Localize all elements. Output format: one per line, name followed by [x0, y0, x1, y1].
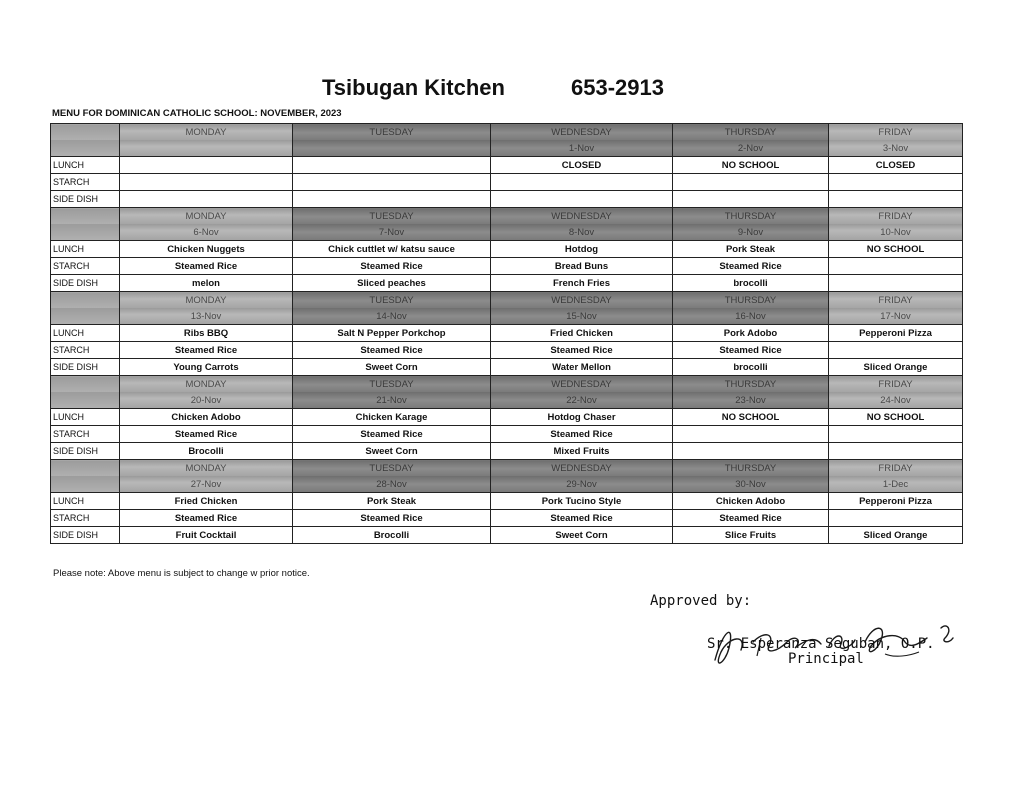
lunch-cell: Pepperoni Pizza: [829, 325, 963, 342]
menu-table: [50, 123, 963, 544]
day-name-header: WEDNESDAY: [491, 208, 673, 225]
date-header: 27-Nov: [120, 476, 293, 493]
lunch-cell: Hotdog: [491, 241, 673, 258]
lunch-cell: Chicken Adobo: [673, 493, 829, 510]
side-row: [51, 275, 963, 292]
lunch-row: [51, 241, 963, 258]
side-cell: brocolli: [673, 275, 829, 292]
row-label: STARCH: [51, 510, 120, 527]
lunch-cell: Salt N Pepper Porkchop: [293, 325, 491, 342]
starch-cell: Steamed Rice: [293, 258, 491, 275]
starch-cell: Steamed Rice: [491, 342, 673, 359]
lunch-row: [51, 409, 963, 426]
day-name-header: WEDNESDAY: [491, 376, 673, 393]
date-header: 14-Nov: [293, 308, 491, 325]
side-cell: Sweet Corn: [491, 527, 673, 544]
lunch-cell: Pork Steak: [673, 241, 829, 258]
day-name-header: TUESDAY: [293, 376, 491, 393]
starch-row: [51, 342, 963, 359]
row-label: LUNCH: [51, 157, 120, 174]
lunch-cell: [293, 157, 491, 174]
side-row: [51, 443, 963, 460]
week-date-row: [51, 224, 963, 241]
header-blank-cell: [51, 292, 120, 309]
date-header: 16-Nov: [673, 308, 829, 325]
row-label: LUNCH: [51, 241, 120, 258]
day-name-header: MONDAY: [120, 124, 293, 141]
signatory-role: Principal: [788, 651, 864, 667]
starch-row: [51, 426, 963, 443]
row-label: SIDE DISH: [51, 443, 120, 460]
week-date-row: [51, 476, 963, 493]
signatory-name: Sr. Esperanza Seguban, O.P.: [707, 636, 935, 652]
day-name-header: MONDAY: [120, 376, 293, 393]
header-blank-cell: [51, 376, 120, 393]
day-name-header: THURSDAY: [673, 124, 829, 141]
side-cell: Slice Fruits: [673, 527, 829, 544]
date-header: [293, 140, 491, 157]
starch-cell: Steamed Rice: [293, 342, 491, 359]
row-label: STARCH: [51, 342, 120, 359]
lunch-row: [51, 157, 963, 174]
starch-cell: [293, 174, 491, 191]
starch-cell: Steamed Rice: [120, 426, 293, 443]
lunch-cell: NO SCHOOL: [829, 409, 963, 426]
side-cell: [829, 443, 963, 460]
row-label: LUNCH: [51, 409, 120, 426]
header-blank-cell: [51, 392, 120, 409]
starch-row: [51, 510, 963, 527]
date-header: 30-Nov: [673, 476, 829, 493]
lunch-cell: Chicken Nuggets: [120, 241, 293, 258]
week-header-row: [51, 124, 963, 141]
lunch-cell: Chick cuttlet w/ katsu sauce: [293, 241, 491, 258]
day-name-header: THURSDAY: [673, 292, 829, 309]
starch-cell: [829, 174, 963, 191]
day-name-header: MONDAY: [120, 460, 293, 477]
phone-number: 653-2913: [571, 75, 664, 100]
week-date-row: [51, 392, 963, 409]
starch-row: [51, 258, 963, 275]
date-header: 17-Nov: [829, 308, 963, 325]
date-header: 10-Nov: [829, 224, 963, 241]
row-label: LUNCH: [51, 493, 120, 510]
side-row: [51, 527, 963, 544]
week-date-row: [51, 308, 963, 325]
day-name-header: TUESDAY: [293, 292, 491, 309]
side-cell: [673, 443, 829, 460]
row-label: STARCH: [51, 258, 120, 275]
starch-cell: [491, 174, 673, 191]
day-name-header: WEDNESDAY: [491, 460, 673, 477]
side-cell: Water Mellon: [491, 359, 673, 376]
day-name-header: TUESDAY: [293, 124, 491, 141]
starch-cell: Bread Buns: [491, 258, 673, 275]
day-name-header: WEDNESDAY: [491, 292, 673, 309]
date-header: 22-Nov: [491, 392, 673, 409]
starch-cell: [829, 426, 963, 443]
header-blank-cell: [51, 460, 120, 477]
lunch-cell: Fried Chicken: [120, 493, 293, 510]
lunch-cell: NO SCHOOL: [829, 241, 963, 258]
starch-cell: Steamed Rice: [120, 258, 293, 275]
approved-by-label: Approved by:: [650, 593, 752, 609]
lunch-cell: CLOSED: [829, 157, 963, 174]
lunch-row: [51, 493, 963, 510]
side-cell: [829, 191, 963, 208]
side-cell: Sweet Corn: [293, 359, 491, 376]
side-cell: [293, 191, 491, 208]
day-name-header: FRIDAY: [829, 208, 963, 225]
page-title: Tsibugan Kitchen: [322, 75, 505, 100]
date-header: 15-Nov: [491, 308, 673, 325]
date-header: [120, 140, 293, 157]
row-label: STARCH: [51, 174, 120, 191]
side-cell: [120, 191, 293, 208]
lunch-cell: [120, 157, 293, 174]
lunch-cell: Chicken Karage: [293, 409, 491, 426]
day-name-header: FRIDAY: [829, 292, 963, 309]
date-header: 6-Nov: [120, 224, 293, 241]
starch-cell: Steamed Rice: [491, 426, 673, 443]
side-cell: Fruit Cocktail: [120, 527, 293, 544]
day-name-header: FRIDAY: [829, 460, 963, 477]
starch-row: [51, 174, 963, 191]
side-cell: Sliced Orange: [829, 359, 963, 376]
day-name-header: THURSDAY: [673, 208, 829, 225]
day-name-header: MONDAY: [120, 292, 293, 309]
side-cell: Brocolli: [293, 527, 491, 544]
starch-cell: [829, 258, 963, 275]
lunch-cell: Pork Steak: [293, 493, 491, 510]
lunch-cell: Ribs BBQ: [120, 325, 293, 342]
row-label: SIDE DISH: [51, 191, 120, 208]
date-header: 28-Nov: [293, 476, 491, 493]
lunch-cell: NO SCHOOL: [673, 157, 829, 174]
lunch-cell: Pork Adobo: [673, 325, 829, 342]
side-cell: Sliced peaches: [293, 275, 491, 292]
lunch-cell: Pork Tucino Style: [491, 493, 673, 510]
row-label: SIDE DISH: [51, 359, 120, 376]
header-blank-cell: [51, 208, 120, 225]
day-name-header: FRIDAY: [829, 124, 963, 141]
date-header: 1-Nov: [491, 140, 673, 157]
date-header: 23-Nov: [673, 392, 829, 409]
date-header: 3-Nov: [829, 140, 963, 157]
date-header: 24-Nov: [829, 392, 963, 409]
week-header-row: [51, 292, 963, 309]
side-cell: French Fries: [491, 275, 673, 292]
date-header: 2-Nov: [673, 140, 829, 157]
side-cell: Sweet Corn: [293, 443, 491, 460]
starch-cell: Steamed Rice: [673, 258, 829, 275]
disclaimer-note: Please note: Above menu is subject to change w prior notice.: [53, 568, 310, 579]
lunch-cell: Hotdog Chaser: [491, 409, 673, 426]
week-header-row: [51, 460, 963, 477]
starch-cell: [673, 426, 829, 443]
week-header-row: [51, 208, 963, 225]
starch-cell: Steamed Rice: [491, 510, 673, 527]
side-cell: Brocolli: [120, 443, 293, 460]
starch-cell: Steamed Rice: [673, 510, 829, 527]
starch-cell: [829, 510, 963, 527]
menu-table-body: [51, 124, 963, 544]
date-header: 1-Dec: [829, 476, 963, 493]
side-cell: Sliced Orange: [829, 527, 963, 544]
side-row: [51, 359, 963, 376]
side-cell: [491, 191, 673, 208]
starch-cell: Steamed Rice: [293, 426, 491, 443]
date-header: 20-Nov: [120, 392, 293, 409]
date-header: 8-Nov: [491, 224, 673, 241]
header-blank-cell: [51, 224, 120, 241]
date-header: 9-Nov: [673, 224, 829, 241]
row-label: LUNCH: [51, 325, 120, 342]
starch-cell: Steamed Rice: [120, 342, 293, 359]
date-header: 21-Nov: [293, 392, 491, 409]
lunch-cell: NO SCHOOL: [673, 409, 829, 426]
side-cell: brocolli: [673, 359, 829, 376]
row-label: SIDE DISH: [51, 527, 120, 544]
day-name-header: TUESDAY: [293, 460, 491, 477]
starch-cell: [829, 342, 963, 359]
lunch-cell: Chicken Adobo: [120, 409, 293, 426]
side-row: [51, 191, 963, 208]
row-label: SIDE DISH: [51, 275, 120, 292]
lunch-cell: CLOSED: [491, 157, 673, 174]
date-header: 29-Nov: [491, 476, 673, 493]
header-blank-cell: [51, 476, 120, 493]
starch-cell: [120, 174, 293, 191]
menu-subtitle: MENU FOR DOMINICAN CATHOLIC SCHOOL: NOVEMBER, 2023: [52, 108, 342, 119]
starch-cell: Steamed Rice: [293, 510, 491, 527]
side-cell: [673, 191, 829, 208]
day-name-header: TUESDAY: [293, 208, 491, 225]
week-header-row: [51, 376, 963, 393]
day-name-header: FRIDAY: [829, 376, 963, 393]
day-name-header: MONDAY: [120, 208, 293, 225]
header-blank-cell: [51, 308, 120, 325]
header-blank-cell: [51, 140, 120, 157]
header-blank-cell: [51, 124, 120, 141]
week-date-row: [51, 140, 963, 157]
lunch-cell: Pepperoni Pizza: [829, 493, 963, 510]
day-name-header: THURSDAY: [673, 460, 829, 477]
date-header: 7-Nov: [293, 224, 491, 241]
day-name-header: WEDNESDAY: [491, 124, 673, 141]
side-cell: Young Carrots: [120, 359, 293, 376]
side-cell: [829, 275, 963, 292]
lunch-row: [51, 325, 963, 342]
side-cell: melon: [120, 275, 293, 292]
starch-cell: Steamed Rice: [120, 510, 293, 527]
row-label: STARCH: [51, 426, 120, 443]
day-name-header: THURSDAY: [673, 376, 829, 393]
lunch-cell: Fried Chicken: [491, 325, 673, 342]
starch-cell: Steamed Rice: [673, 342, 829, 359]
starch-cell: [673, 174, 829, 191]
side-cell: Mixed Fruits: [491, 443, 673, 460]
date-header: 13-Nov: [120, 308, 293, 325]
